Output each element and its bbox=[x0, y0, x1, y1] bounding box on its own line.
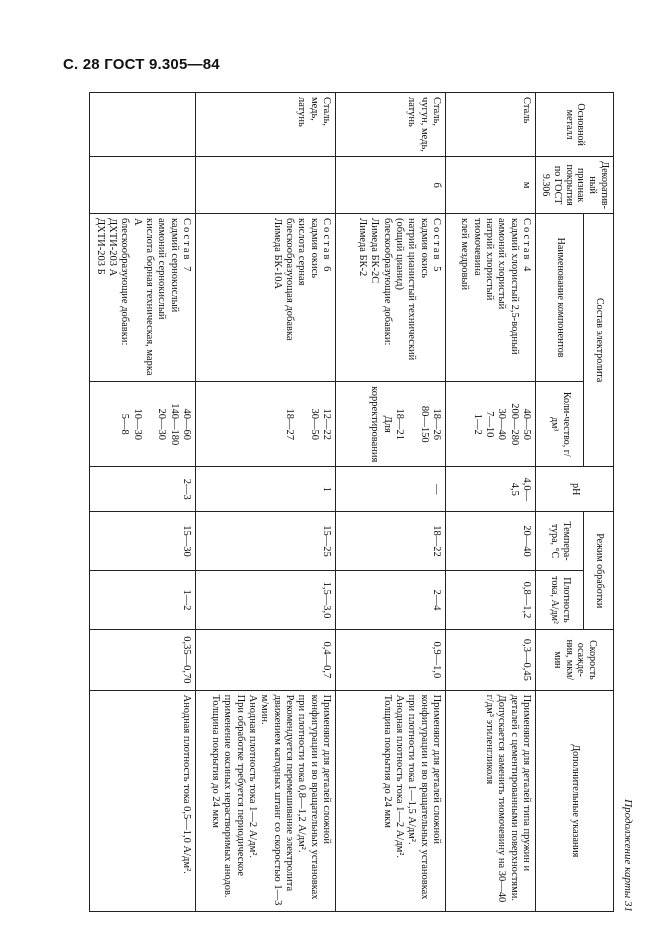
table-row bbox=[446, 93, 536, 912]
header-mode: Режим обработки bbox=[584, 512, 614, 630]
cell-ph: 2—3 bbox=[90, 467, 196, 512]
table-row bbox=[336, 93, 446, 912]
cell-ph: 4,0—4,5 bbox=[446, 467, 536, 512]
header-base-metal: Основной металл bbox=[536, 93, 614, 157]
cell-ph: — bbox=[336, 467, 446, 512]
cell-metal: Сталь, медь, латунь bbox=[196, 93, 336, 157]
cell-ph: 1 bbox=[196, 467, 336, 512]
cell-quantities: 18—26 80—150 18—21 Для корректирования bbox=[336, 382, 446, 467]
cell-temperature: 18—22 bbox=[336, 512, 446, 571]
cell-quantities: 40—50 200—280 30—40 7—10 1—2 bbox=[446, 382, 536, 467]
cell-components bbox=[90, 213, 196, 381]
components-list: кадмия окись натрий цианистый технический (общий цианид) блескообразующие добавки: Лимеда БК-2С Лимеда БК-2 bbox=[356, 217, 430, 361]
header-decor: Декоратив-ный признак покрытия по ГОСТ 9.306 bbox=[536, 157, 614, 214]
composition-title: Состав 6 bbox=[321, 217, 333, 274]
cell-density: 1,5—3,0 bbox=[196, 570, 336, 629]
header-notes: Дополнительные указания bbox=[536, 690, 614, 911]
cell-notes: Применяют для деталей сложной конфигурации и во вращательных установках при плотности тока 1—1,5 А/дм². Анодная плотность тока 1—2 А/дм². Толщина покрытия до 24 мкм bbox=[336, 690, 446, 911]
cell-density: 1—2 bbox=[90, 570, 196, 629]
rotated-table-area bbox=[73, 92, 638, 912]
cell-metal: Сталь bbox=[446, 93, 536, 157]
table-row bbox=[90, 93, 196, 912]
cell-quantities: 40—60 140—180 20—30 10—30 5—8 bbox=[90, 382, 196, 467]
cell-components bbox=[336, 213, 446, 381]
header-electrolyte: Состав электролита bbox=[584, 213, 614, 466]
cell-quantities: 12—22 30—50 18—27 bbox=[196, 382, 336, 467]
components-list: кадмий сернокислый аммоний сернокислый кислота борная техническая, марка А блескообразующие добавки: ДХТИ-203 А ДХТИ-203 Б bbox=[94, 217, 180, 376]
header-speed: Скорость осажде-ния, мкм/мин bbox=[536, 630, 614, 690]
cell-speed: 0,4—0,7 bbox=[196, 630, 336, 690]
cell-decor bbox=[90, 157, 196, 214]
continuation-label: Продолжение карты 31 bbox=[622, 799, 634, 912]
cell-metal: Сталь, чугун, медь, латунь bbox=[336, 93, 446, 157]
cell-metal bbox=[90, 93, 196, 157]
cell-notes: Анодная плотность тока 0,5—1,0 А/дм². bbox=[90, 690, 196, 911]
cell-density: 2—4 bbox=[336, 570, 446, 629]
composition-title: Состав 5 bbox=[431, 217, 443, 274]
header-ph: pH bbox=[536, 467, 614, 512]
cell-components bbox=[196, 213, 336, 381]
electrolyte-table bbox=[89, 92, 614, 912]
page-header: С. 28 ГОСТ 9.305—84 bbox=[63, 56, 220, 73]
cell-components bbox=[446, 213, 536, 381]
cell-temperature: 20—40 bbox=[446, 512, 536, 571]
cell-temperature: 15—30 bbox=[90, 512, 196, 571]
table-row bbox=[196, 93, 336, 912]
cell-decor bbox=[196, 157, 336, 214]
composition-title: Состав 4 bbox=[521, 217, 533, 274]
cell-speed: 0,3—0,45 bbox=[446, 630, 536, 690]
components-list: кадмия окись кислота серная блескообразующая добавка Лимеда БК-10А bbox=[271, 217, 320, 341]
cell-density: 0,8—1,2 bbox=[446, 570, 536, 629]
header-density: Плотность тока, А/дм² bbox=[536, 570, 584, 629]
cell-notes: Применяют для деталей сложной конфигурации и во вращательных установках при плотности тока 0,8—1,2 А/дм². Рекомендуется перемешивание электролита движением катодных штанг со скоростью 1—3 м/мин. Анодная плотность тока 1—2 А/дм². При обработке требуется периодическое применение оксиных нерастворимых анодов. Толщина покрытия до 24 мкм bbox=[196, 690, 336, 911]
cell-decor: б bbox=[336, 157, 446, 214]
cell-speed: 0,35—0,70 bbox=[90, 630, 196, 690]
cell-temperature: 15—25 bbox=[196, 512, 336, 571]
cell-speed: 0,9—1,0 bbox=[336, 630, 446, 690]
header-temperature: Темпера-тура, °С bbox=[536, 512, 584, 571]
composition-title: Состав 7 bbox=[181, 217, 193, 274]
header-components: Наименование компонентов bbox=[536, 213, 584, 381]
header-quantity: Коли-чество, г/дм³ bbox=[536, 382, 584, 467]
cell-notes: Применяют для деталей типа пружин и деталей с цементированными поверхностями. Допускается заменить тиомочевину на 30—40 г/дм³ этиленгликоля bbox=[446, 690, 536, 911]
components-list: кадмий хлористый 2,5-водный аммоний хлористый натрий хлористый тиомочевина клей мездровый bbox=[459, 217, 520, 355]
cell-decor: м bbox=[446, 157, 536, 214]
